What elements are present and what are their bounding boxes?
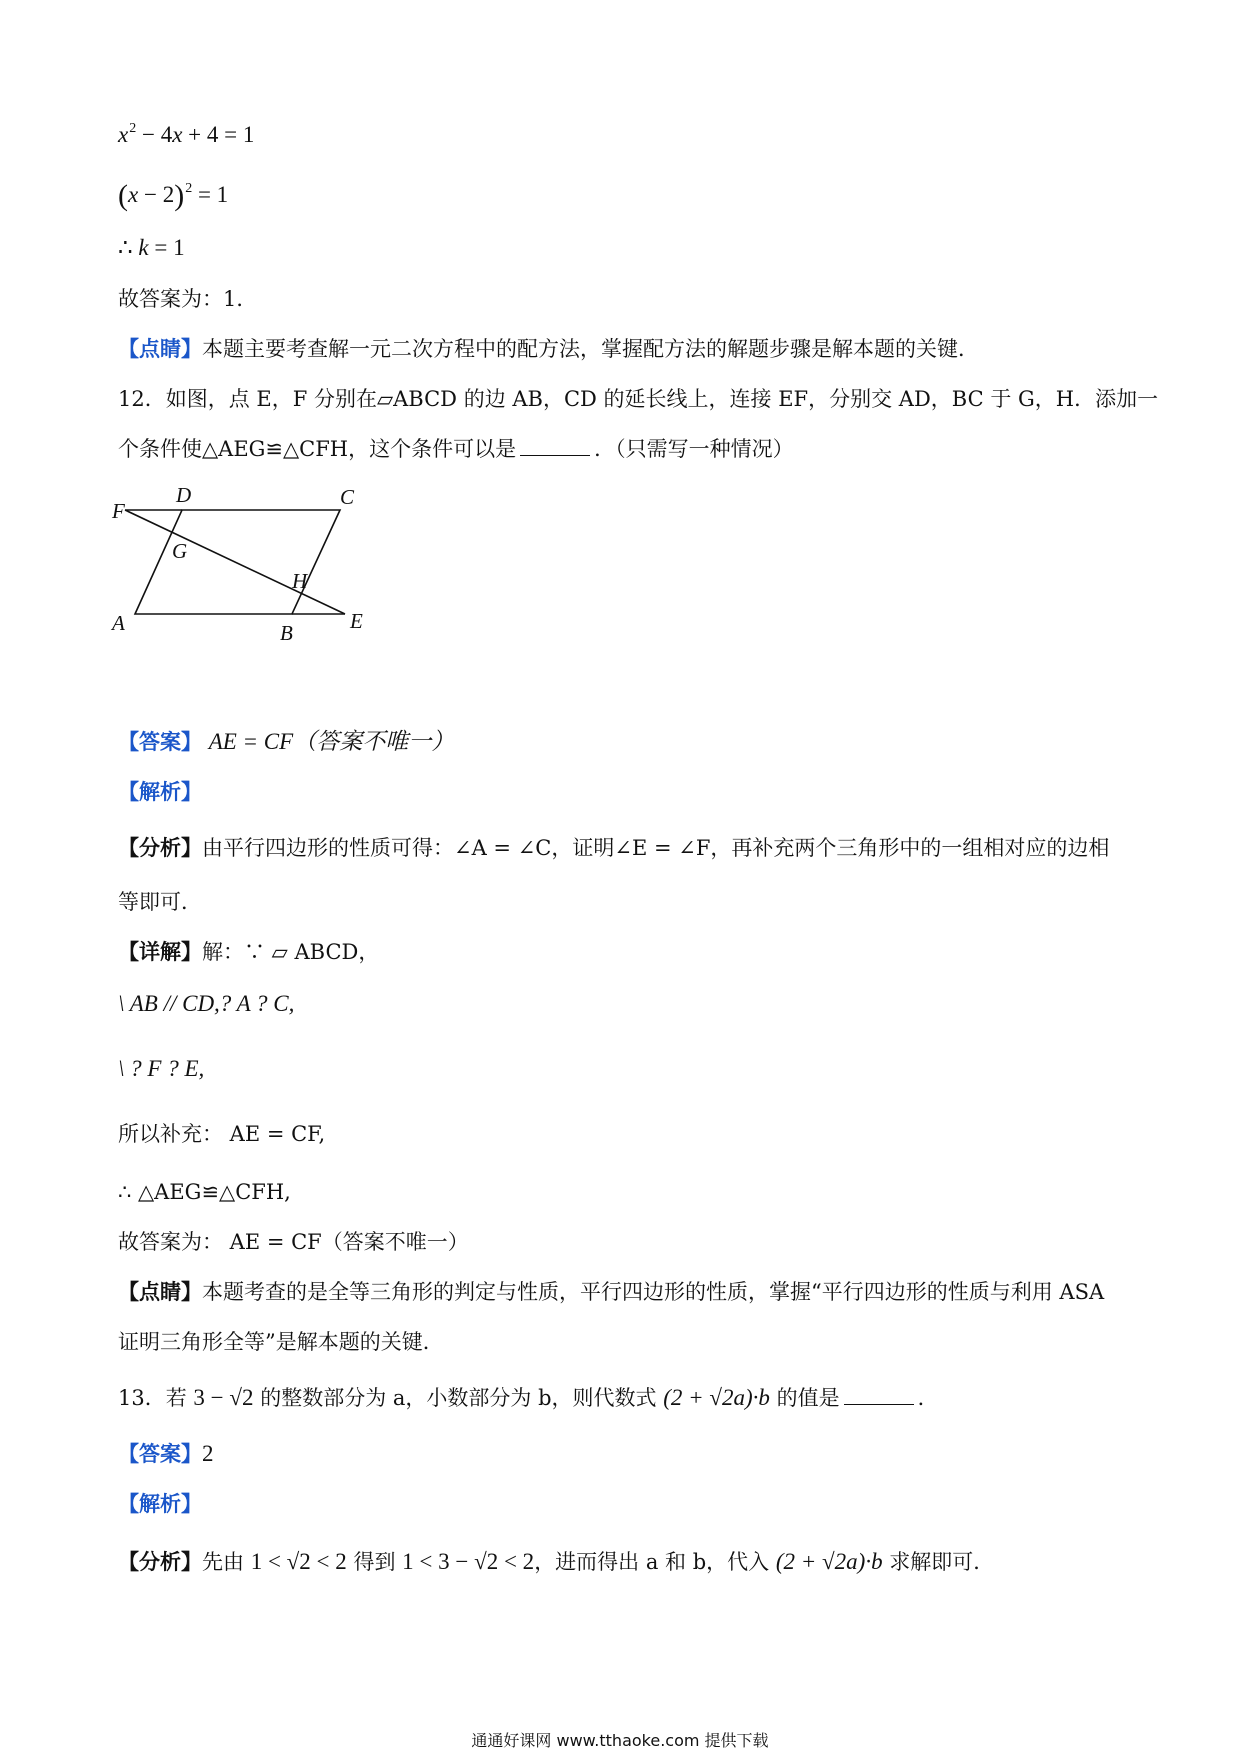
jiexi-tag-13: 【解析】 (118, 1491, 202, 1516)
analysis-12-line-2: 等即可． (118, 890, 202, 914)
analysis-13-b: 得到 (353, 1550, 396, 1574)
page-footer: 通通好课网 www.tthaoke.com 提供下载 (471, 1731, 769, 1750)
answer-tag: 【答案】 (118, 729, 202, 754)
label-c: C (340, 485, 355, 509)
note-text: 本题主要考查解一元二次方程中的配方法，掌握配方法的解题步骤是解本题的关键． (202, 337, 979, 361)
answer-13-text: 2 (202, 1441, 214, 1466)
label-a: A (112, 611, 125, 635)
note-12-tag: 【点睛】 (118, 1279, 202, 1304)
detail-tag: 【详解】 (118, 939, 202, 964)
analysis-13-expr-1: 1 < √2 < 2 (250, 1549, 347, 1574)
answer-12-text: AE = CF（答案不唯一） (208, 729, 455, 754)
equation-2: $(x - 2)^2 = 1$ (118, 179, 229, 212)
note-tag: 【点睛】 (118, 336, 202, 361)
answer-12-row (118, 728, 454, 756)
question-13-expr-2: (2 + √2a)·b (663, 1385, 770, 1410)
note-12-line-2: 证明三角形全等”是解本题的关键． (118, 1330, 444, 1354)
analysis-13-expr-3: (2 + √2a)·b (775, 1549, 883, 1574)
analysis-13-d: 求解即可． (889, 1550, 995, 1574)
equation-1: $x^2 - 4x + 4 = 1$ (118, 121, 255, 147)
answer-13-tag: 【答案】 (118, 1441, 202, 1466)
analysis-13-a: 先由 (202, 1550, 244, 1574)
parallelogram-figure (110, 482, 380, 642)
answer-12-final: 故答案为： AE = CF（答案不唯一） (118, 1230, 469, 1254)
note-11 (118, 335, 979, 363)
step-2: \ ? F ? E, (118, 1056, 205, 1081)
question-13-end: ． (917, 1386, 939, 1410)
label-h: H (292, 569, 308, 593)
equation-3: ∴ k = 1 (118, 235, 185, 260)
answer-11: 故答案为：1． (118, 287, 258, 311)
answer-blank (520, 437, 590, 456)
question-12-tail: ．（只需写一种情况） (594, 437, 794, 461)
question-13-mid: 的整数部分为 a，小数部分为 b，则代数式 (260, 1386, 657, 1410)
analysis-12-line-1 (118, 834, 1109, 862)
label-b: B (280, 621, 293, 642)
analysis-text: 由平行四边形的性质可得：∠A = ∠C，证明∠E = ∠F，再补充两个三角形中的一组相对应的边相 (202, 836, 1110, 860)
step-3: 所以补充： AE = CF, (118, 1122, 326, 1146)
question-13-expr: 3 − √2 (193, 1385, 254, 1410)
question-12-text: 个条件使△AEG≌△CFH，这个条件可以是 (118, 437, 517, 461)
step-4: ∴ △AEG≌△CFH, (118, 1180, 291, 1204)
step-1: \ AB // CD,? A ? C, (118, 991, 295, 1016)
answer-13-row (118, 1440, 214, 1468)
question-13-tail: 的值是 (776, 1386, 840, 1410)
answer-blank-13 (844, 1386, 914, 1405)
label-d: D (176, 483, 192, 507)
detail-text: 解：∵ ▱ ABCD， (202, 940, 380, 964)
question-12-line-1: 12．如图，点 E，F 分别在▱ABCD 的边 AB，CD 的延长线上，连接 EF，分别交 AD，BC 于 G，H．添加一 (118, 387, 1159, 411)
parallelogram-abcd (135, 510, 340, 614)
question-12-line-2 (118, 435, 794, 463)
analysis-13-tag: 【分析】 (118, 1549, 202, 1574)
analysis-tag: 【分析】 (118, 835, 202, 860)
jiexi-tag-12: 【解析】 (118, 779, 202, 804)
analysis-13 (118, 1548, 994, 1576)
label-g: G (172, 539, 188, 563)
question-13-prefix: 13．若 (118, 1386, 187, 1410)
detail-12-header (118, 938, 379, 966)
analysis-13-expr-2: 1 < 3 − √2 < 2 (402, 1549, 535, 1574)
question-13 (118, 1384, 939, 1412)
note-12-text: 本题考查的是全等三角形的判定与性质，平行四边形的性质，掌握“平行四边形的性质与利用 ASA (202, 1280, 1105, 1304)
analysis-13-c: ，进而得出 a 和 b，代入 (534, 1550, 770, 1574)
label-e: E (350, 609, 363, 633)
label-f: F (112, 499, 125, 523)
note-12-line-1 (118, 1278, 1104, 1306)
